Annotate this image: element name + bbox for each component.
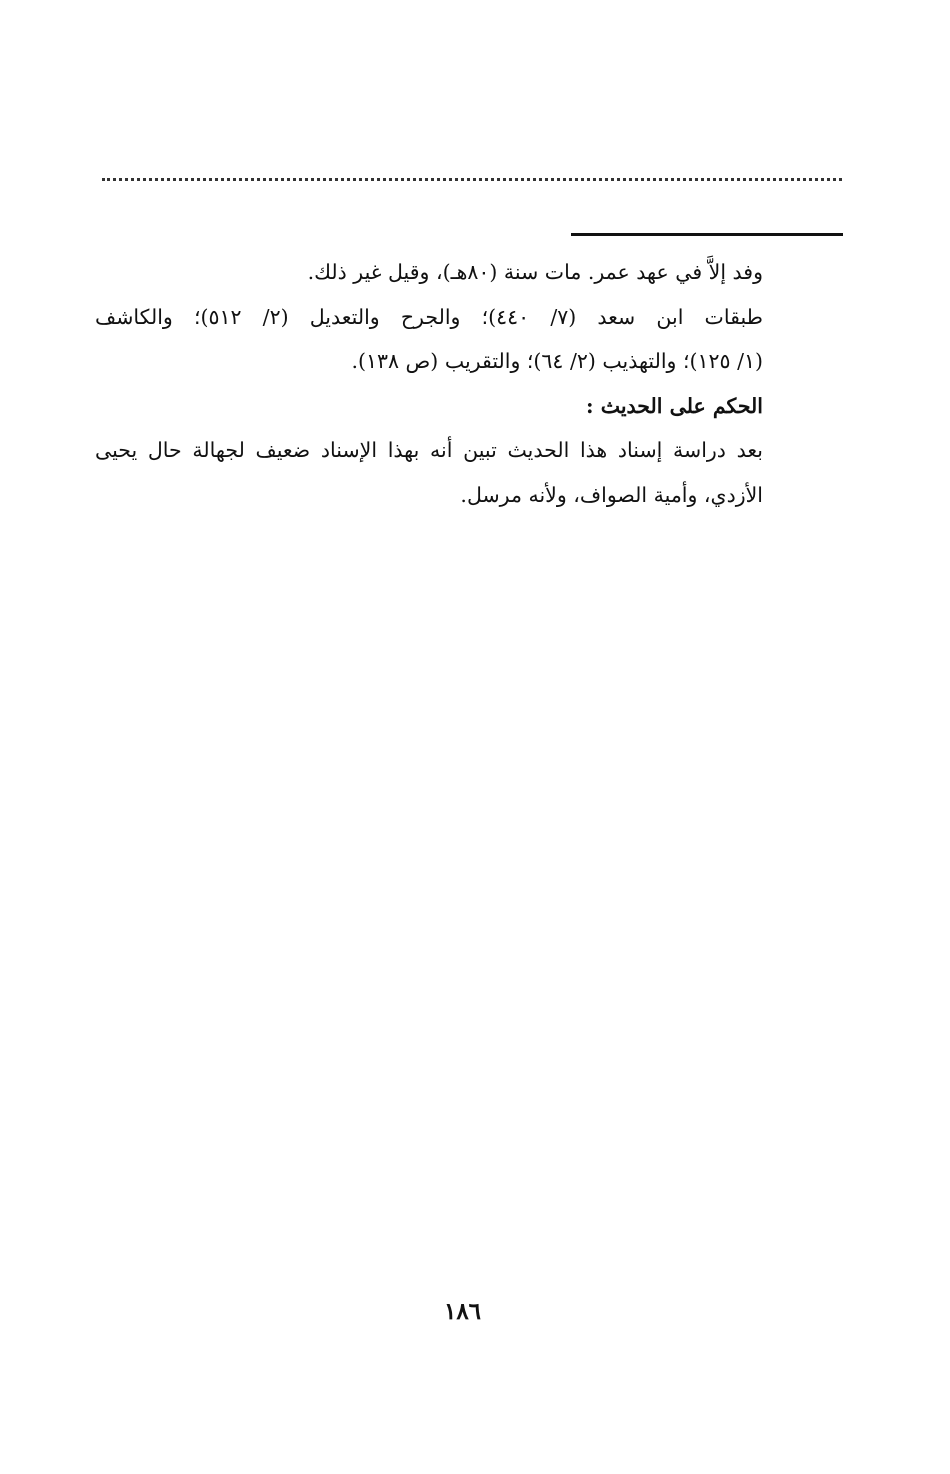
footnote-line-1: وفد إلاَّ في عهد عمر. مات سنة (٨٠هـ)، وقيل غير ذلك. xyxy=(307,260,763,284)
page-body xyxy=(95,250,763,517)
section-line-2: الأزدي، وأمية الصواف، ولأنه مرسل. xyxy=(460,482,763,507)
section-line-1: بعد دراسة إسناد هذا الحديث تبين أنه بهذا الإسناد ضعيف لجهالة حال يحيى xyxy=(95,438,763,462)
page-number: ١٨٦ xyxy=(443,1298,482,1325)
footnote-line-2: طبقات ابن سعد (٧/ ٤٤٠)؛ والجرح والتعديل (٢/ ٥١٢)؛ والكاشف xyxy=(95,304,763,329)
section-heading: الحكم على الحديث : xyxy=(586,393,763,418)
footnote-separator xyxy=(571,233,843,236)
dotted-separator xyxy=(102,178,842,181)
footnote-line-3: (١/ ١٢٥)؛ والتهذيب (٢/ ٦٤)؛ والتقريب (ص ١٣٨). xyxy=(351,349,763,373)
